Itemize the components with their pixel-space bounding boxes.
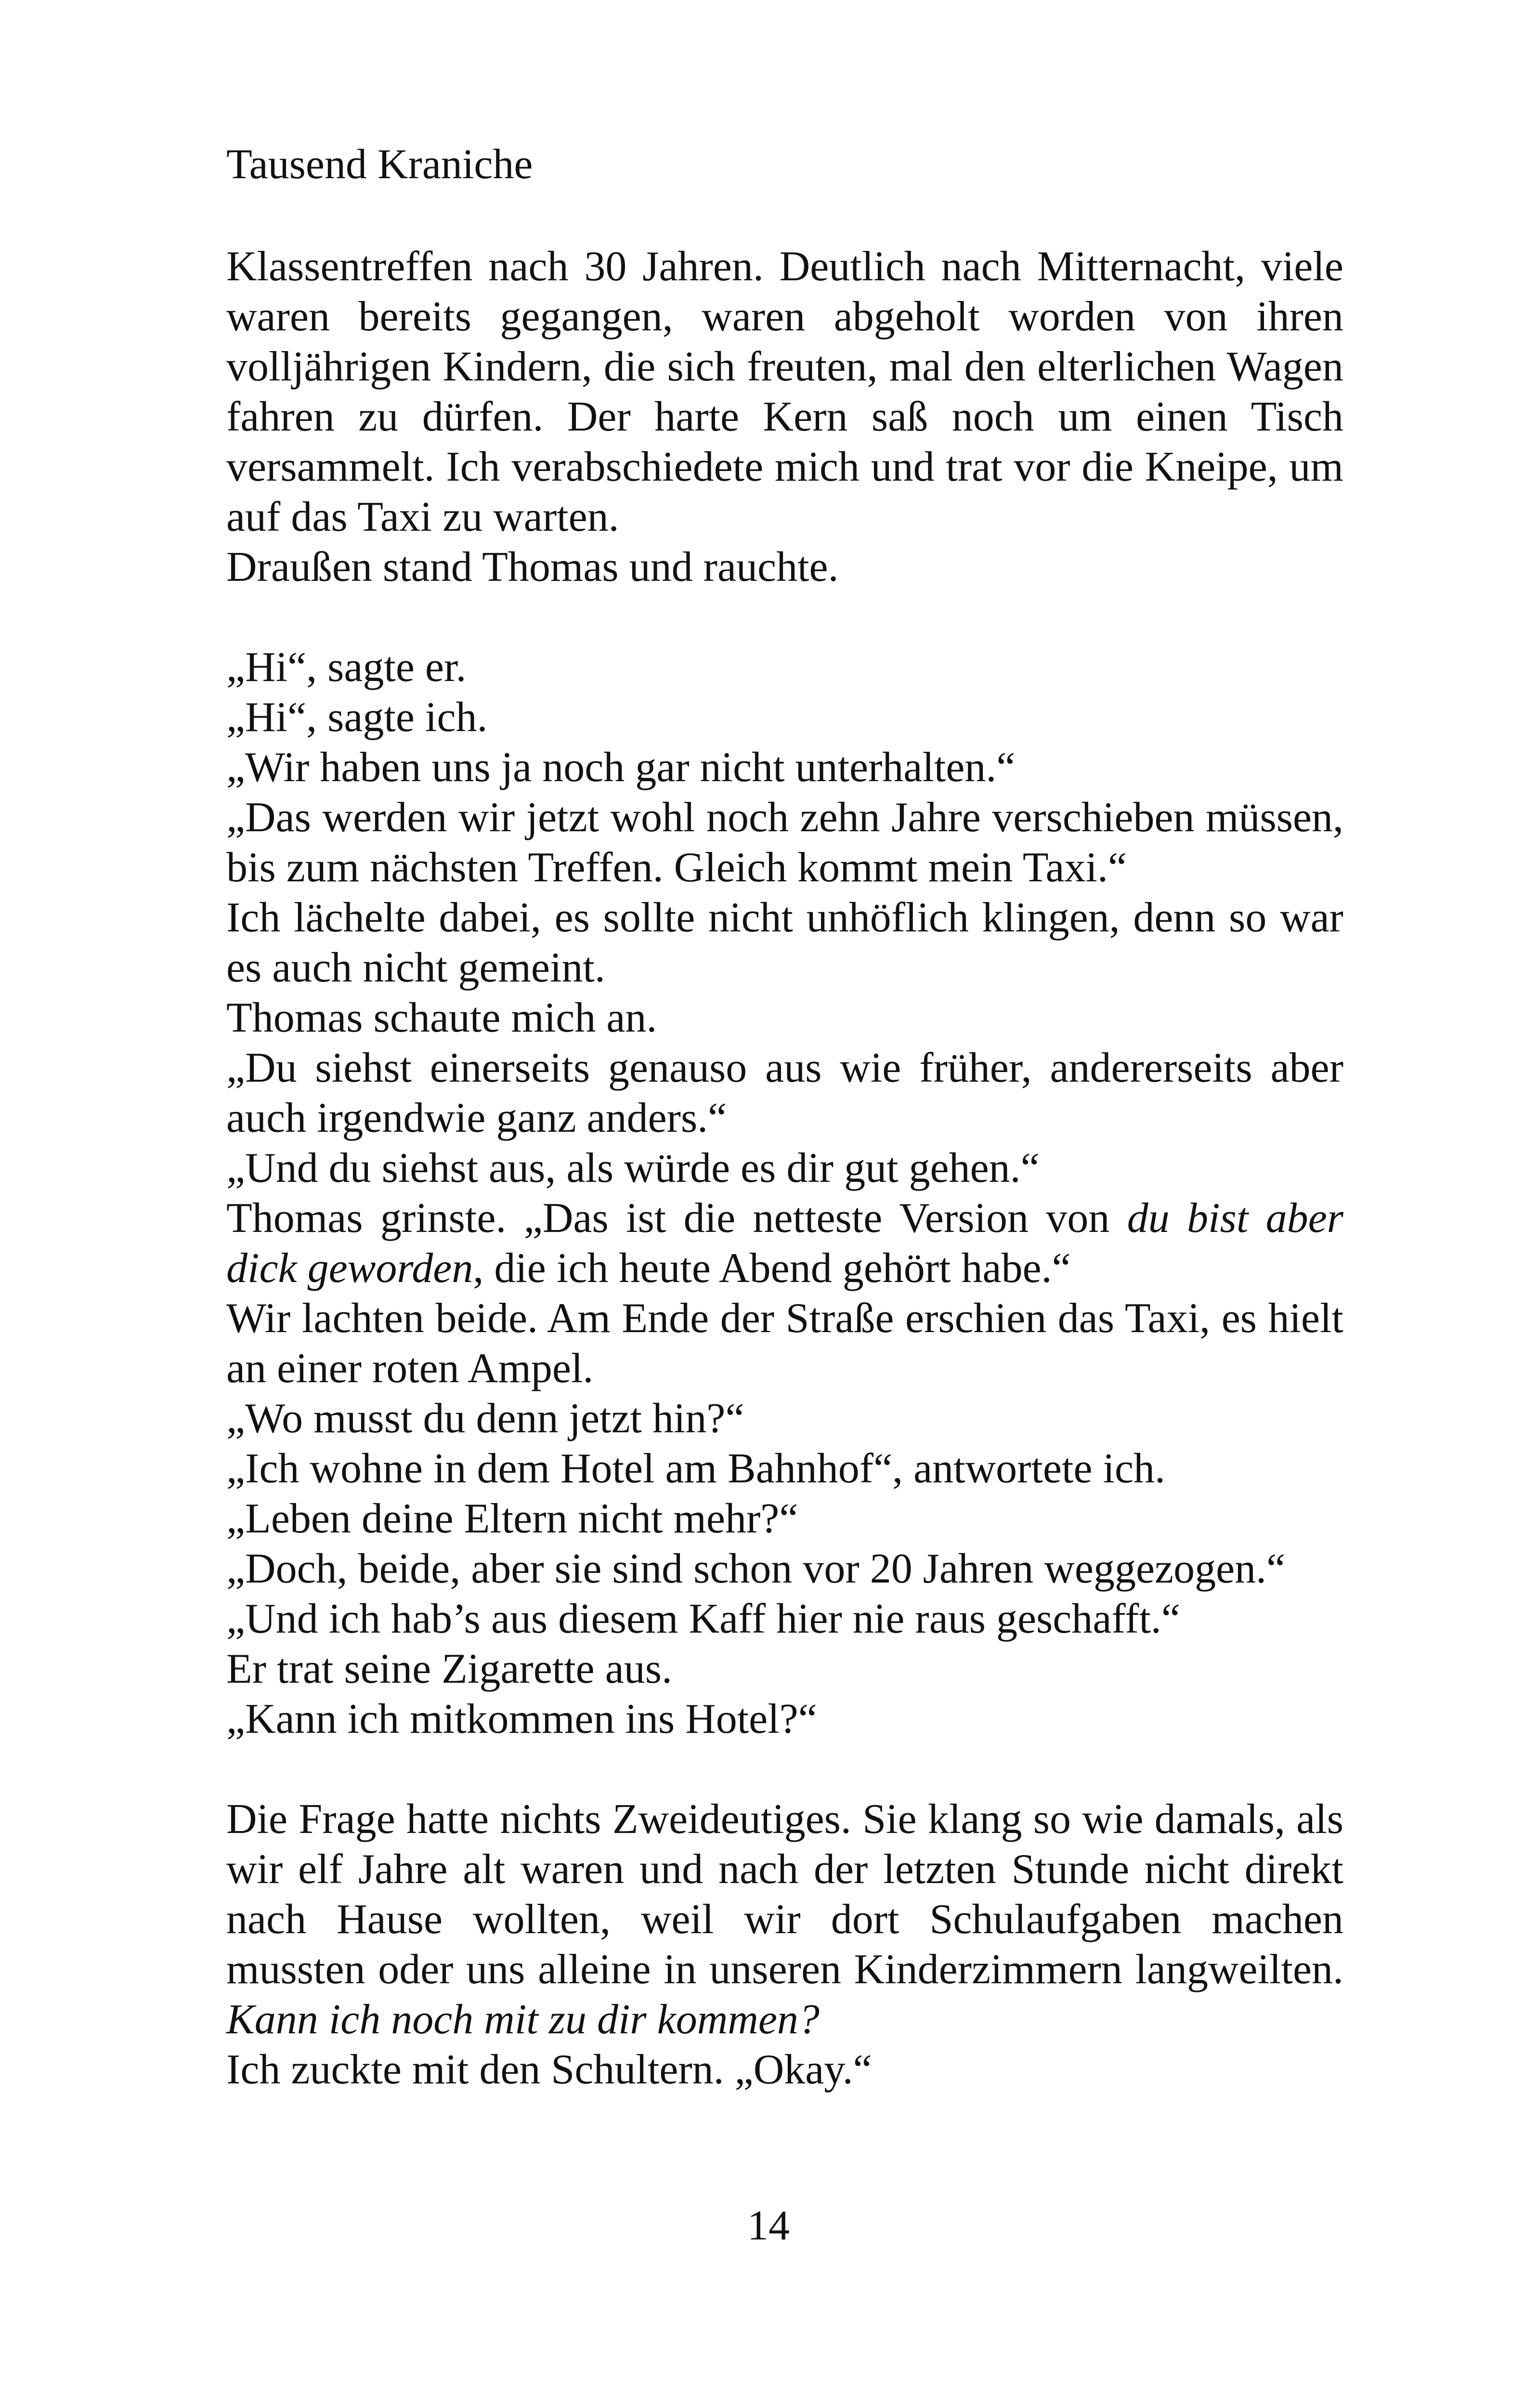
paragraph-the-question [226,1794,1343,2045]
line-dialogue: „Ich wohne in dem Hotel am Bahnhof“, antwortete ich. [226,1445,1166,1492]
line-thomas-outside: Draußen stand Thomas und rauchte. [226,544,839,590]
line-narration: Thomas schaute mich an. [226,995,657,1041]
page-number: 14 [747,2202,790,2249]
paragraph-gap [226,1744,1343,1794]
line-dialogue: „Doch, beide, aber sie sind schon vor 20 Jahren weggezogen.“ [226,1545,1286,1592]
paragraph-thomas-grins [226,1193,1343,1294]
line-dialogue: „Hi“, sagte ich. [226,694,488,741]
chapter-title [226,140,1343,190]
page-body [226,242,1343,2095]
line-closing: Ich zuckte mit den Schultern. „Okay.“ [226,2046,872,2093]
line-dialogue: „Wir haben uns ja noch gar nicht unterhalten.“ [226,744,1016,791]
line-dialogue: „Und du siehst aus, als würde es dir gut gehen.“ [226,1145,1040,1191]
paragraph-intro: Klassentreffen nach 30 Jahren. Deutlich nach Mitternacht, viele waren bereits gegangen, waren abgeholt worden von ihren volljährigen Kindern, die sich freuten, mal den elterlichen Wagen fahren zu dürfen. Der harte Kern saß noch um einen Tisch versammelt. Ich verabschiedete mich und trat vor die Kneipe, um auf das Taxi zu warten. [226,243,1343,540]
line-dialogue: „Wo musst du denn jetzt hin?“ [226,1395,744,1442]
line-dialogue: „Und ich hab’s aus diesem Kaff hier nie raus geschafft.“ [226,1596,1180,1642]
chapter-title-text: Tausend Kraniche [226,141,533,188]
paragraph-dialogue: „Du siehst einerseits genauso aus wie früher, andererseits aber auch irgendwie ganz anders.“ [226,1045,1343,1141]
text-span: Die Frage hatte nichts Zweideutiges. Sie klang so wie damals, als wir elf Jahre alt waren und nach der letzten Stunde nicht direkt nach Hause wollten, weil wir dort Schulaufgaben machen mussten oder uns alleine in unseren Kinderzimmern langweilten. [226,1796,1343,1993]
paragraph-narration: Wir lachten beide. Am Ende der Straße erschien das Taxi, es hielt an einer roten Ampel. [226,1295,1343,1392]
paragraph-narration: Ich lächelte dabei, es sollte nicht unhöflich klingen, denn so war es auch nicht gemeint. [226,894,1343,991]
line-dialogue: „Hi“, sagte er. [226,644,467,691]
line-dialogue: „Leben deine Eltern nicht mehr?“ [226,1495,798,1542]
italic-text: du bist aber dick geworden [226,1195,1343,1292]
text-span: , die ich heute Abend gehört habe.“ [473,1245,1071,1292]
line-dialogue: „Kann ich mitkommen ins Hotel?“ [226,1696,817,1742]
line-narration: Er trat seine Zigarette aus. [226,1646,673,1692]
paragraph-gap [226,592,1343,642]
text-span: Thomas grinste. „Das ist die netteste Version von [226,1195,1127,1242]
italic-text: Kann ich noch mit zu dir kommen? [226,1996,820,2043]
paragraph-dialogue: „Das werden wir jetzt wohl noch zehn Jahre verschieben müssen, bis zum nächsten Treffen. Gleich kommt mein Taxi.“ [226,794,1343,891]
